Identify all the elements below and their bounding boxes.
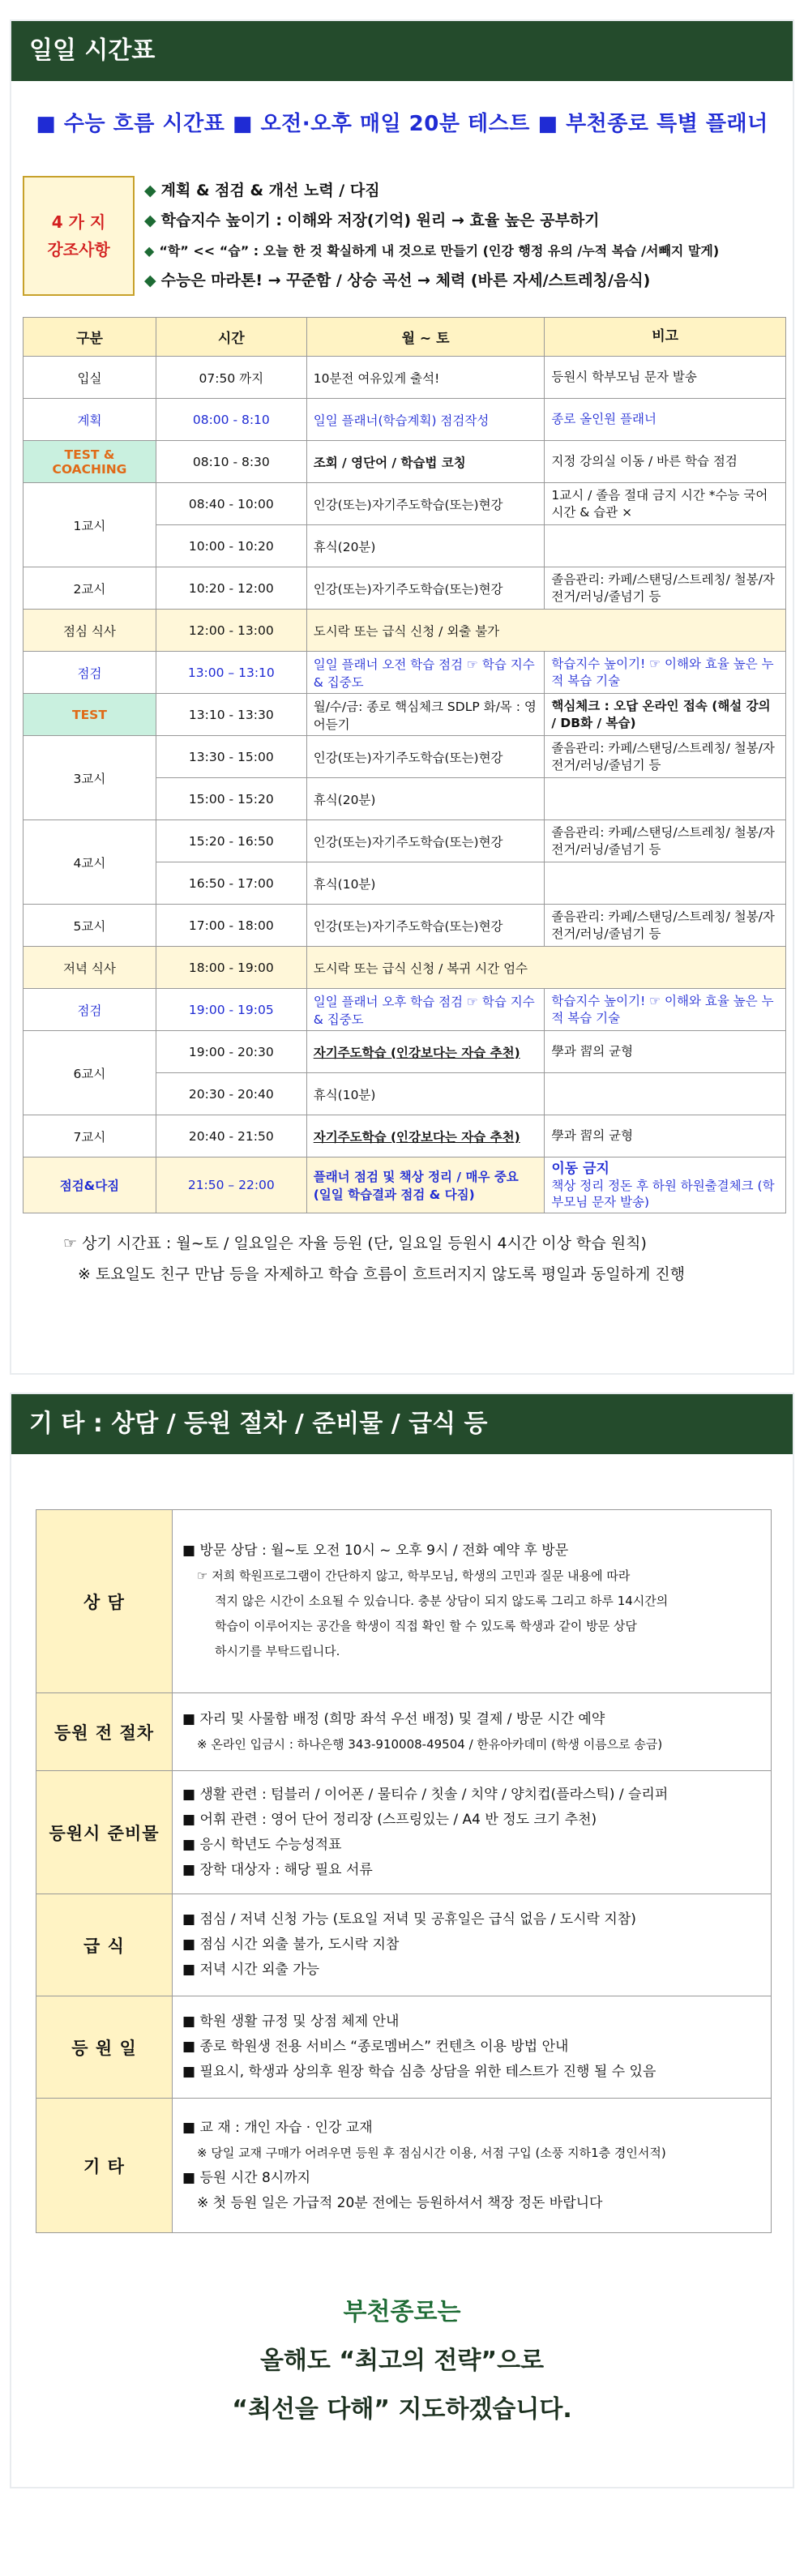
timetable-panel [10,19,794,1375]
info-row [36,1996,772,2099]
row-note: 學과 習의 균형 [545,1115,786,1157]
timetable-notes [63,1228,793,1290]
emphasis-item: ◆ 학습지수 높이기 : 이해와 저장(기억) 원리 → 효율 높은 공부하기 [144,212,600,229]
row-note [545,1073,786,1115]
info-content [173,1771,772,1894]
row-activity: 자기주도학습 (인강보다는 자습 추천) [306,1031,545,1073]
row-time: 20:30 - 20:40 [156,1073,306,1115]
row-time: 16:50 - 17:00 [156,862,306,905]
closing-message [11,2288,793,2434]
table-row [24,736,786,778]
schedule-table [23,317,786,1213]
table-row [24,905,786,947]
row-time: 10:00 - 10:20 [156,525,306,567]
row-time: 19:00 - 19:05 [156,989,306,1031]
info-row [36,1693,772,1771]
note-line: ※ 토요일도 친구 만남 등을 자제하고 학습 흐름이 흐트러지지 않도록 평일과 동일하게 진행 [78,1265,686,1284]
row-activity: 인강(또는)자기주도학습(또는)현강 [306,567,545,610]
info-table [36,1509,772,2233]
misc-panel [10,1393,794,2488]
row-note: 학습지수 높이기! ☞ 이해와 효율 높은 누적 복습 기술 [545,989,786,1031]
row-note: 學과 習의 균형 [545,1031,786,1073]
info-line: 적지 않은 시간이 소요될 수 있습니다. 충분 상담이 되지 않도록 그리고 하루 14시간의 [215,1594,669,1608]
row-note [545,862,786,905]
row-time: 08:10 - 8:30 [156,441,306,483]
closing-line: 올해도 “최고의 전략”으로 [259,2347,545,2375]
emphasis-item: ◆ “학” << “습” : 오늘 한 것 확실하게 내 것으로 만들기 (인강 행정 유의 /누적 복습 /서빼지 말게) [144,243,720,259]
row-label: 점심 식사 [24,610,156,652]
closing-line: 부천종로는 [343,2298,461,2326]
emphasis-badge-line: 4 가 지 [51,212,106,232]
info-line: ■ 생활 관련 : 텀블러 / 이어폰 / 물티슈 / 칫솔 / 치약 / 양치컵(플라스틱) / 슬리퍼 [182,1786,669,1803]
info-label: 급 식 [36,1894,173,1996]
row-time: 08:00 - 8:10 [156,399,306,441]
info-line: ※ 당일 교재 구매가 어려우면 등원 후 점심시간 이용, 서점 구입 (소풍 지하1층 경인서적) [197,2145,666,2160]
row-label: 점검 [24,989,156,1031]
table-row [24,567,786,610]
info-line: ■ 교 재 : 개인 자습 · 인강 교재 [182,2119,373,2136]
row-activity: 도시락 또는 급식 신청 / 복귀 시간 엄수 [306,947,785,989]
info-line: 학습이 이루어지는 공간을 학생이 직접 확인 할 수 있도록 학생과 같이 방문 상담 [215,1619,637,1633]
row-activity: 인강(또는)자기주도학습(또는)현강 [306,820,545,862]
info-line: ■ 어휘 관련 : 영어 단어 정리장 (스프링있는 / A4 반 정도 크기 추천) [182,1811,597,1828]
row-time: 13:10 - 13:30 [156,694,306,736]
row-time: 17:00 - 18:00 [156,905,306,947]
row-label: 저녁 식사 [24,947,156,989]
info-line: ■ 자리 및 사물함 배정 (희망 좌석 우선 배정) 및 결제 / 방문 시간 예약 [182,1710,605,1727]
subheader-item: 수능 흐름 시간표 [63,112,225,136]
row-activity: 일일 플래너 오후 학습 점검 ☞ 학습 지수 & 집중도 [306,989,545,1031]
row-time: 10:20 - 12:00 [156,567,306,610]
info-content [173,1996,772,2099]
info-label: 등원 전 절차 [36,1693,173,1771]
info-line: ※ 온라인 입금시 : 하나은행 343-910008-49504 / 한유아카데미 (학생 이름으로 송금) [197,1736,663,1752]
row-time: 08:40 - 10:00 [156,483,306,525]
info-line: ■ 학원 생활 규정 및 상점 체제 안내 [182,2013,400,2030]
row-activity: 휴식(20분) [306,778,545,820]
note-line: ☞ 상기 시간표 : 월~토 / 일요일은 자율 등원 (단, 일요일 등원시 4시간 이상 학습 원칙) [63,1235,647,1253]
info-content [173,1693,772,1771]
row-note: 졸음관리: 카페/스탠딩/스트레칭/ 철봉/자전거/러닝/줄넘기 등 [545,736,786,778]
row-time: 18:00 - 19:00 [156,947,306,989]
emphasis-item: ◆ 계획 & 점검 & 개선 노력 / 다짐 [144,182,380,199]
table-row [24,652,786,694]
table-row [24,1031,786,1073]
row-time: 20:40 - 21:50 [156,1115,306,1157]
row-label: 3교시 [24,736,156,820]
info-line: ■ 저녁 시간 외출 가능 [182,1962,320,1978]
row-label: 5교시 [24,905,156,947]
row-label: 계획 [24,399,156,441]
table-row [24,820,786,862]
subheader-item: 오전·오후 매일 20분 테스트 [260,112,530,136]
row-label: 1교시 [24,483,156,567]
row-time: 15:00 - 15:20 [156,778,306,820]
row-activity: 인강(또는)자기주도학습(또는)현강 [306,736,545,778]
row-time: 07:50 까지 [156,357,306,399]
info-line: ■ 종로 학원생 전용 서비스 “종로멤버스” 컨텐츠 이용 방법 안내 [182,2039,569,2055]
info-content [173,1894,772,1996]
row-label: TEST & COACHING [24,441,156,483]
table-row [24,1157,786,1213]
table-header-row [24,318,786,357]
row-note: 졸음관리: 카페/스탠딩/스트레칭/ 철봉/자전거/러닝/줄넘기 등 [545,820,786,862]
info-line: ■ 방문 상담 : 월~토 오전 10시 ~ 오후 9시 / 전화 예약 후 방문 [182,1543,569,1559]
row-note-bold: 이동 금지 [551,1161,609,1177]
row-activity: 도시락 또는 급식 신청 / 외출 불가 [306,610,785,652]
row-note: 학습지수 높이기! ☞ 이해와 효율 높은 누적 복습 기술 [545,652,786,694]
row-time: 13:00 – 13:10 [156,652,306,694]
info-line: ■ 점심 / 저녁 신청 가능 (토요일 저녁 및 공휴일은 급식 없음 / 도시락 지참) [182,1911,636,1928]
row-note: 핵심체크 : 오답 온라인 접속 (해설 강의 / DB화 / 복습) [545,694,786,736]
table-row [24,441,786,483]
row-note: 등원시 학부모님 문자 발송 [545,357,786,399]
info-line: ■ 점심 시간 외출 불가, 도시락 지참 [182,1936,400,1953]
row-note [545,778,786,820]
info-row [36,1771,772,1894]
row-label: 점검 [24,652,156,694]
row-label: 점검&다짐 [24,1157,156,1213]
row-label: 4교시 [24,820,156,905]
column-header: 시간 [156,318,306,357]
emphasis-item: ◆ 수능은 마라톤! → 꾸준함 / 상승 곡선 → 체력 (바른 자세/스트레칭/음식) [144,272,651,289]
row-label: 2교시 [24,567,156,610]
subheader: ■ 수능 흐름 시간표 ■ 오전·오후 매일 20분 테스트 ■ 부천종로 특별 플래너 [36,112,768,136]
row-note: 졸음관리: 카페/스탠딩/스트레칭/ 철봉/자전거/러닝/줄넘기 등 [545,905,786,947]
column-header: 구분 [24,318,156,357]
info-row [36,1894,772,1996]
row-activity: 일일 플래너(학습계획) 점검작성 [306,399,545,441]
table-row [24,1115,786,1157]
info-line: ☞ 저희 학원프로그램이 간단하지 않고, 학부모님, 학생의 고민과 질문 내용에 따라 [197,1568,631,1583]
row-note: 1교시 / 졸음 절대 금지 시간 *수능 국어 시간 & 습관 × [545,483,786,525]
table-row [24,399,786,441]
row-activity: 휴식(10분) [306,1073,545,1115]
info-content [173,2099,772,2233]
row-time: 19:00 - 20:30 [156,1031,306,1073]
info-line: ■ 응시 학년도 수능성적표 [182,1836,342,1853]
row-activity: 조회 / 영단어 / 학습법 코칭 [306,441,545,483]
info-line: ■ 등원 시간 8시까지 [182,2169,311,2186]
table-row [24,610,786,652]
row-time: 15:20 - 16:50 [156,820,306,862]
row-note-text: 책상 정리 정돈 후 하원 하원출결체크 (학부모님 문자 발송) [551,1179,775,1210]
row-label: 6교시 [24,1031,156,1115]
row-activity: 휴식(10분) [306,862,545,905]
row-activity: 월/수/금: 종로 핵심체크 SDLP 화/목 : 영어듣기 [306,694,545,736]
emphasis-badge-line: 강조사항 [47,240,110,259]
row-time: 13:30 - 15:00 [156,736,306,778]
row-note: 졸음관리: 카페/스탠딩/스트레칭/ 철봉/자전거/러닝/줄넘기 등 [545,567,786,610]
row-note: 지정 강의실 이동 / 바른 학습 점검 [545,441,786,483]
row-time: 12:00 - 13:00 [156,610,306,652]
info-line: ※ 첫 등원 일은 가급적 20분 전에는 등원하셔서 책장 정돈 바랍니다 [197,2194,603,2211]
info-label: 상 담 [36,1510,173,1693]
info-line: 하시기를 부탁드립니다. [215,1644,340,1658]
row-time: 21:50 – 22:00 [156,1157,306,1213]
row-note [545,1157,786,1213]
info-label: 등원시 준비물 [36,1771,173,1894]
column-header: 비고 [545,318,786,357]
row-activity: 휴식(20분) [306,525,545,567]
info-label: 등 원 일 [36,1996,173,2099]
row-activity: 일일 플래너 오전 학습 점검 ☞ 학습 지수 & 집중도 [306,652,545,694]
info-row [36,1510,772,1693]
row-label: 7교시 [24,1115,156,1157]
info-label: 기 타 [36,2099,173,2233]
row-activity: 인강(또는)자기주도학습(또는)현강 [306,905,545,947]
table-row [24,694,786,736]
emphasis-block [23,176,793,296]
subheader-item: 부천종로 특별 플래너 [566,112,768,136]
info-line: ■ 장학 대상자 : 해당 필요 서류 [182,1861,373,1878]
closing-line: “최선을 다해” 지도하겠습니다. [232,2395,572,2424]
table-row [24,357,786,399]
row-label: TEST [24,694,156,736]
row-activity: 자기주도학습 (인강보다는 자습 추천) [306,1115,545,1157]
row-activity: 10분전 여유있게 출석! [306,357,545,399]
section-title: 일일 시간표 [11,21,793,81]
emphasis-list [135,176,719,296]
row-note [545,525,786,567]
table-row [24,989,786,1031]
info-content [173,1510,772,1693]
column-header: 월 ~ 토 [306,318,545,357]
info-row [36,2099,772,2233]
emphasis-badge [23,176,135,296]
table-row [24,483,786,525]
row-label: 입실 [24,357,156,399]
section-title: 기 타 : 상담 / 등원 절차 / 준비물 / 급식 등 [11,1394,793,1454]
table-row [24,947,786,989]
row-activity: 플래너 점검 및 책상 정리 / 매우 중요 (일일 학습결과 점검 & 다짐) [306,1157,545,1213]
row-note: 종로 올인원 플래너 [545,399,786,441]
info-line: ■ 필요시, 학생과 상의후 원장 학습 심층 상담을 위한 테스트가 진행 될 수 있음 [182,2064,656,2080]
row-activity: 인강(또는)자기주도학습(또는)현강 [306,483,545,525]
